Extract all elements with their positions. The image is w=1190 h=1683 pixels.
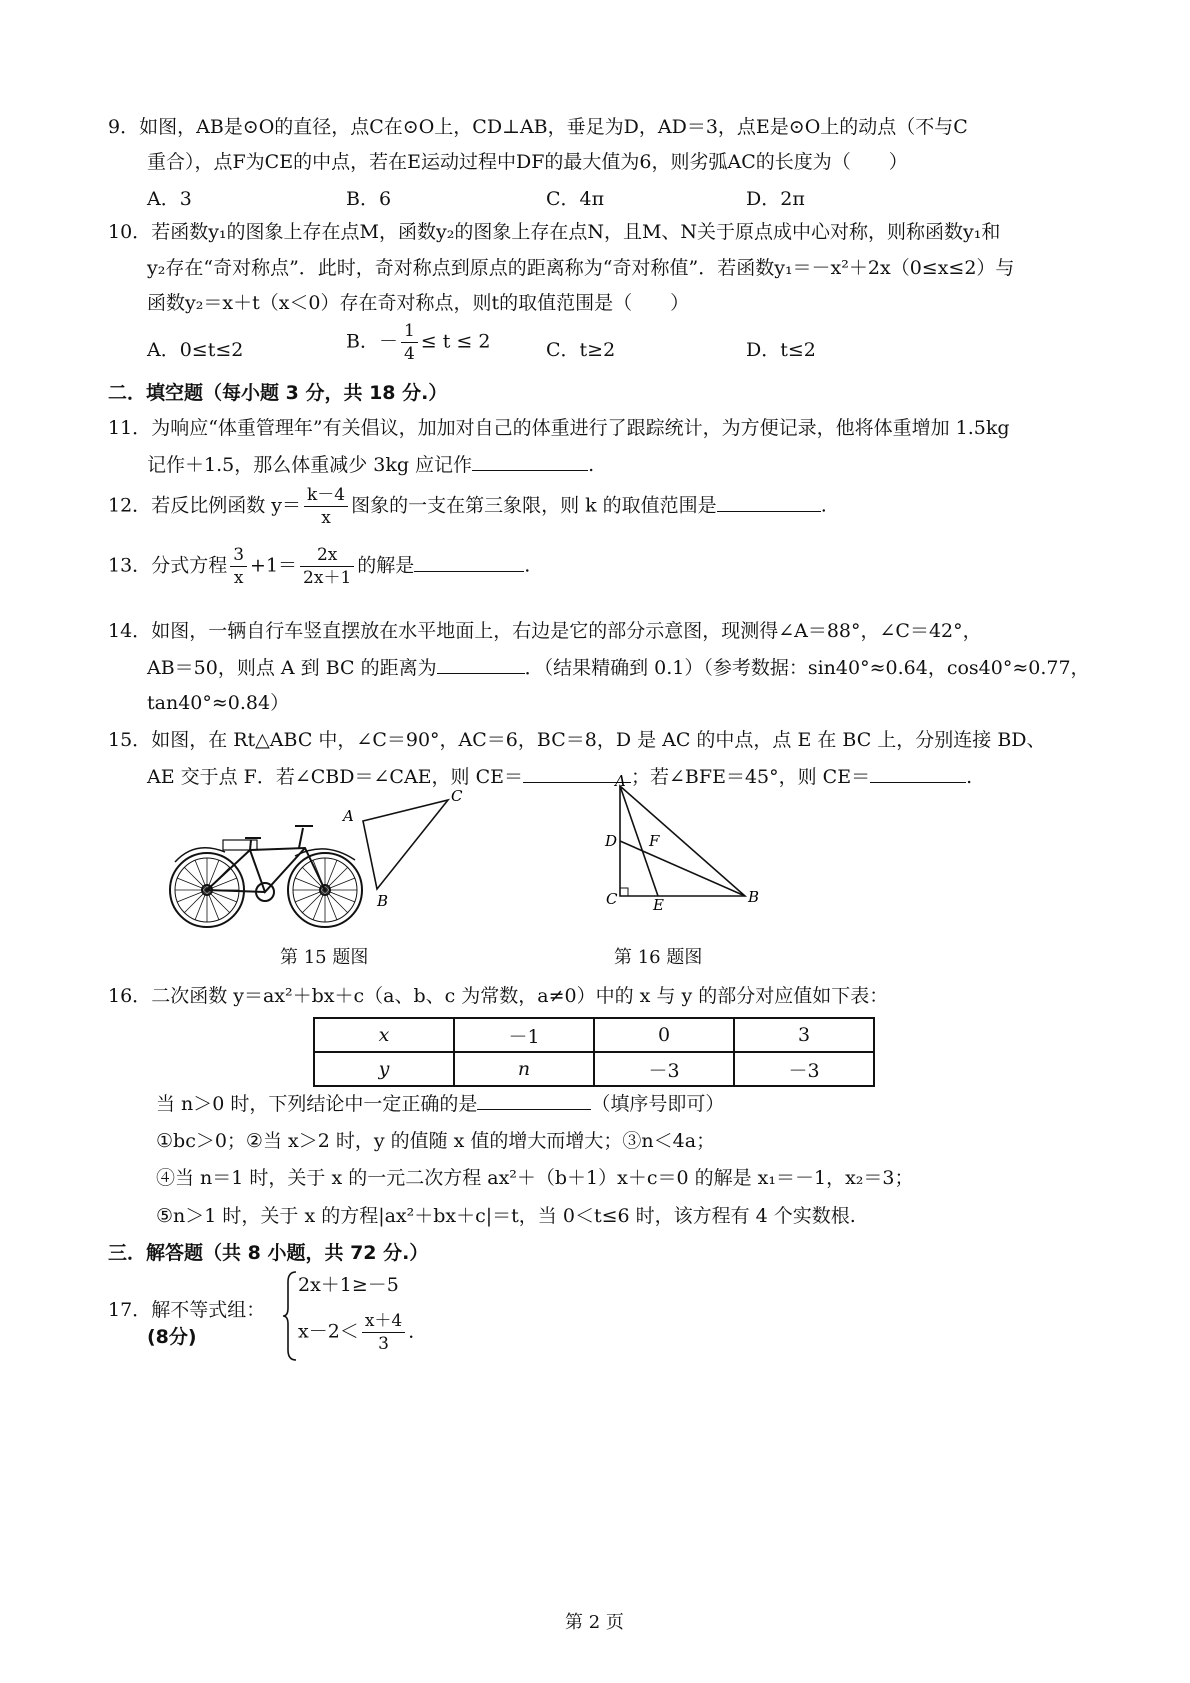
tri2-label-e: E [653,896,664,914]
q13-f2-numerator: 2x [300,544,354,567]
q17-denominator: 3 [378,1334,389,1354]
q12-end: . [820,494,827,517]
tri2-label-f: F [649,832,660,850]
q13-fraction-1 [230,544,247,589]
q10 [108,218,1000,246]
triangle-abc [363,800,448,889]
q10-option-c: C．t≥2 [546,339,616,361]
q10-option-a: A．0≤t≤2 [147,339,244,361]
q9-option-d: D．2π [746,188,805,210]
q12-post: 图象的一支在第三象限，则 k 的取值范围是 [351,494,717,517]
q11 [108,414,1010,442]
q9 [108,113,968,141]
q16-number: 16． [108,985,152,1007]
q11-line1: 为响应“体重管理年”有关倡议，加加对自己的体重进行了跟踪统计，为方便记录，他将体重增加 1.5kg [151,417,1010,439]
q13-f1-numerator: 3 [230,544,247,567]
q17-text: 解不等式组： [151,1299,266,1321]
q17 [108,1295,265,1322]
table-row [314,1052,874,1086]
table-cell: 3 [734,1018,874,1052]
q10-option-b [346,320,490,365]
q15-number: 15． [108,729,152,751]
q15-line2-b: ；若∠BFE＝45°，则 CE＝ [631,766,871,788]
q10-option-b-fraction [401,320,418,365]
q16-answer-blank[interactable] [477,1089,591,1110]
q9-option-b: B．6 [346,188,392,210]
tri2-label-c: C [606,890,618,908]
q10-number: 10． [108,221,152,243]
q12-numerator: k－4 [304,484,348,507]
q12-number: 12． [108,494,152,517]
q17-score: (8分) [147,1326,197,1348]
tri1-label-c: C [451,787,463,805]
q13-f2-denominator: 2x＋1 [303,568,352,588]
q12-denominator: x [321,508,331,528]
q11-number: 11． [108,417,152,439]
q16 [108,982,888,1010]
q9-line2: 重合），点F为CE的中点，若在E运动过程中DF的最大值为6，则劣弧AC的长度为（ ） [147,151,908,173]
right-triangle-abc [620,786,745,896]
fig15-caption: 第 15 题图 [280,947,369,968]
tri2-label-b: B [748,888,760,906]
q12 [108,484,827,529]
table-row [314,1018,874,1052]
q16-line2-post: （填序号即可） [591,1093,725,1115]
q9-option-a: A．3 [147,188,192,210]
table-cell: y [314,1052,454,1086]
brace-icon [282,1270,298,1362]
q15-end: . [966,766,973,788]
q10-option-b-numerator: 1 [401,320,418,343]
q17-ineq2-post: ． [408,1320,428,1343]
q13-mid: +1＝ [250,554,298,577]
q16-line2-wrap [156,1089,724,1118]
q17-inequality-1: 2x＋1≥－5 [298,1274,399,1296]
q13-f1-denominator: x [233,568,244,588]
q11-line2-wrap [147,450,594,479]
q16-line4: ④当 n＝1 时，关于 x 的一元二次方程 ax²＋（b＋1）x＋c＝0 的解是 x₁＝－1，x₂＝3； [156,1167,914,1189]
q14-number: 14． [108,620,152,642]
fig16-caption: 第 16 题图 [614,947,703,968]
q10-option-b-prefix: B．－ [346,330,398,353]
q10-option-b-suffix: ≤ t ≤ 2 [420,330,491,353]
tri2-label-a: A [615,772,626,790]
q10-line2: y₂存在“奇对称点”．此时，奇对称点到原点的距离称为“奇对称值”．若函数y₁＝－x²＋2x（0≤x≤2）与 [147,257,1015,279]
q16-line1: 二次函数 y＝ax²＋bx＋c（a、b、c 为常数，a≠0）中的 x 与 y 的部分对应值如下表： [151,985,889,1007]
q12-answer-blank[interactable] [717,491,821,512]
tri2-label-d: D [605,832,618,850]
q13-post: 的解是 [357,554,415,577]
q10-line3: 函数y₂＝x＋t（x＜0）存在奇对称点，则t的取值范围是（ ） [147,292,690,314]
table-cell: －3 [734,1052,874,1086]
q12-fraction [304,484,348,529]
q10-line1: 若函数y₁的图象上存在点M，函数y₂的图象上存在点N，且M、N关于原点成中心对称，则称函数y₁和 [151,221,1001,243]
q11-end: . [588,454,595,476]
q17-numerator: x＋4 [362,1310,405,1333]
q13-answer-blank[interactable] [414,551,524,572]
q16-line2-pre: 当 n＞0 时，下列结论中一定正确的是 [156,1093,478,1115]
tri1-label-a: A [343,807,354,825]
table-cell: n [454,1052,594,1086]
table-cell: －1 [454,1018,594,1052]
table-cell: x [314,1018,454,1052]
q14-answer-blank[interactable] [437,653,525,674]
q13-fraction-2 [300,544,354,589]
q16-line5: ⑤n＞1 时，关于 x 的方程|ax²＋bx＋c|＝t，当 0＜t≤6 时，该方程有 4 个实数根. [156,1205,856,1227]
bicycle-icon [170,826,362,927]
q13-pre: 分式方程 [151,554,228,577]
q9-line1: 如图，AB是⊙O的直径，点C在⊙O上，CD⊥AB，垂足为D，AD＝3，点E是⊙O上的动点（不与C [139,116,968,138]
q14 [108,617,982,645]
q15-line2-a: AE 交于点 F．若∠CBD＝∠CAE，则 CE＝ [147,766,524,788]
q17-inequality-2 [298,1310,427,1355]
q15-line1: 如图，在 Rt△ABC 中，∠C＝90°，AC＝6，BC＝8，D 是 AC 的中点，点 E 在 BC 上，分别连接 BD、 [151,729,1046,751]
q13-number: 13． [108,554,152,577]
q12-pre: 若反比例函数 y＝ [151,494,301,517]
q15-line2-wrap [147,762,972,791]
section-3-heading: 三．解答题（共 8 小题，共 72 分.） [108,1242,429,1264]
table-cell: 0 [594,1018,734,1052]
q14-line2-pre: AB＝50，则点 A 到 BC 的距离为 [147,657,437,679]
q17-ineq2-pre: x－2＜ [298,1320,359,1343]
q13 [108,544,530,589]
q10-option-d: D．t≤2 [746,339,816,361]
section-2-heading: 二．填空题（每小题 3 分，共 18 分.） [108,382,448,404]
q17-fraction [362,1310,405,1355]
value-table [313,1017,875,1087]
q10-option-b-denominator: 4 [403,344,415,364]
q14-line2-wrap [147,653,1090,682]
q9-number: 9． [108,116,140,138]
q16-line3: ①bc＞0；②当 x＞2 时，y 的值随 x 值的增大而增大；③n＜4a； [156,1130,716,1152]
q14-line2-post: ．（结果精确到 0.1）（参考数据：sin40°≈0.64，cos40°≈0.77， [524,657,1090,679]
q15 [108,726,1046,754]
q13-end: . [524,554,531,577]
q9-option-c: C．4π [546,188,605,210]
q14-line1: 如图，一辆自行车竖直摆放在水平地面上，右边是它的部分示意图，现测得∠A＝88°，∠C＝42°， [151,620,982,642]
table-cell: －3 [594,1052,734,1086]
q15-answer-blank-2[interactable] [870,762,966,783]
tri1-label-b: B [377,892,389,910]
page-number: 第 2 页 [565,1612,624,1633]
q17-number: 17． [108,1299,152,1321]
q11-line2: 记作＋1.5，那么体重减少 3kg 应记作 [147,454,473,476]
q14-line3: tan40°≈0.84） [147,692,290,714]
q11-answer-blank[interactable] [472,450,588,471]
